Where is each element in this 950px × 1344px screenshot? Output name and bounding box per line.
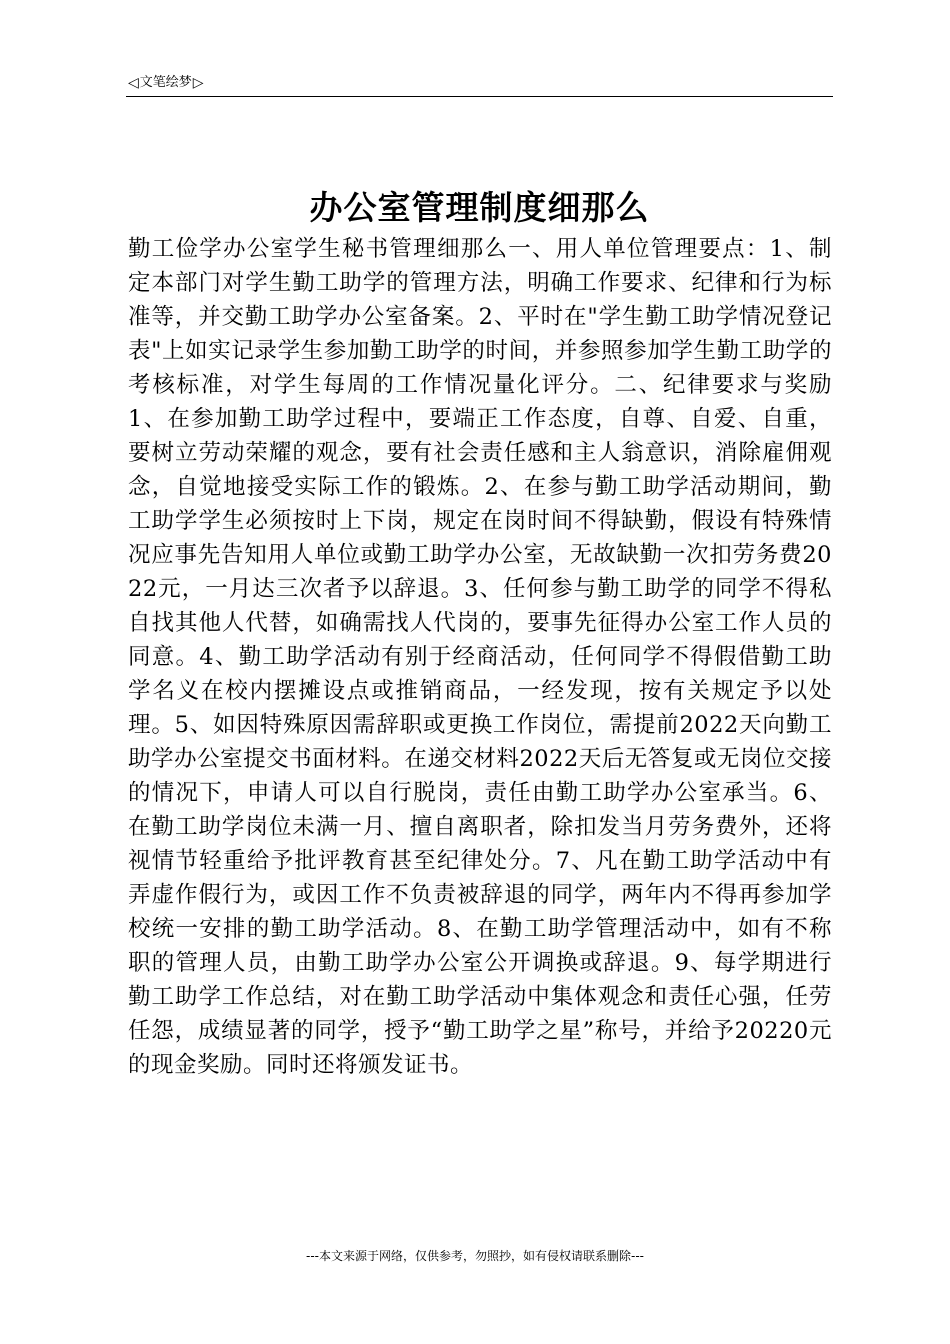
document-title: 办公室管理制度细那么 <box>309 188 650 227</box>
page-header <box>128 74 204 92</box>
header-divider <box>126 96 833 97</box>
page-footer: ---本文来源于网络，仅供参考，勿照抄，如有侵权请联系删除--- <box>306 1249 644 1263</box>
document-body: 勤工俭学办公室学生秘书管理细那么一、用人单位管理要点：1、制定本部门对学生勤工助学的管理方法，明确工作要求、纪律和行为标准等，并交勤工助学办公室备案。2、平时在"学生勤工助学情况登记表"上如实记录学生参加勤工助学的时间，并参照参加学生勤工助学的考核标准，对学生每周的工作情况量化评分。二、纪律要求与奖励1、在参加勤工助学过程中，要端正工作态度，自尊、自爱、自重，要树立劳动荣耀的观念，要有社会责任感和主人翁意识，消除雇佣观念，自觉地接受实际工作的锻炼。2、在参与勤工助学活动期间，勤工助学学生必须按时上下岗，规定在岗时间不得缺勤，假设有特殊情况应事先告知用人单位或勤工助学办公室，无故缺勤一次扣劳务费2022元，一月达三次者予以辞退。3、任何参与勤工助学的同学不得私自找其他人代替，如确需找人代岗的，要事先征得办公室工作人员的同意。4、勤工助学活动有别于经商活动，任何同学不得假借勤工助学名义在校内摆摊设点或推销商品，一经发现，按有关规定予以处理。5、如因特殊原因需辞职或更换工作岗位，需提前2022天向勤工助学办公室提交书面材料。在递交材料2022天后无答复或无岗位交接的情况下，申请人可以自行脱岗，责任由勤工助学办公室承当。6、在勤工助学岗位未满一月、擅自离职者，除扣发当月劳务费外，还将视情节轻重给予批评教育甚至纪律处分。7、凡在勤工助学活动中有弄虚作假行为，或因工作不负责被辞退的同学，两年内不得再参加学校统一安排的勤工助学活动。8、在勤工助学管理活动中，如有不称职的管理人员，由勤工助学办公室公开调换或辞退。9、每学期进行勤工助学工作总结，对在勤工助学活动中集体观念和责任心强，任劳任怨，成绩显著的同学，授予“勤工助学之星”称号，并给予20220元的现金奖励。同时还将颁发证书。 <box>128 236 832 1078</box>
right-triangle-icon: ▷ <box>192 75 204 91</box>
header-text: 文笔绘梦 <box>139 75 192 90</box>
left-triangle-icon: ◁ <box>128 75 139 91</box>
